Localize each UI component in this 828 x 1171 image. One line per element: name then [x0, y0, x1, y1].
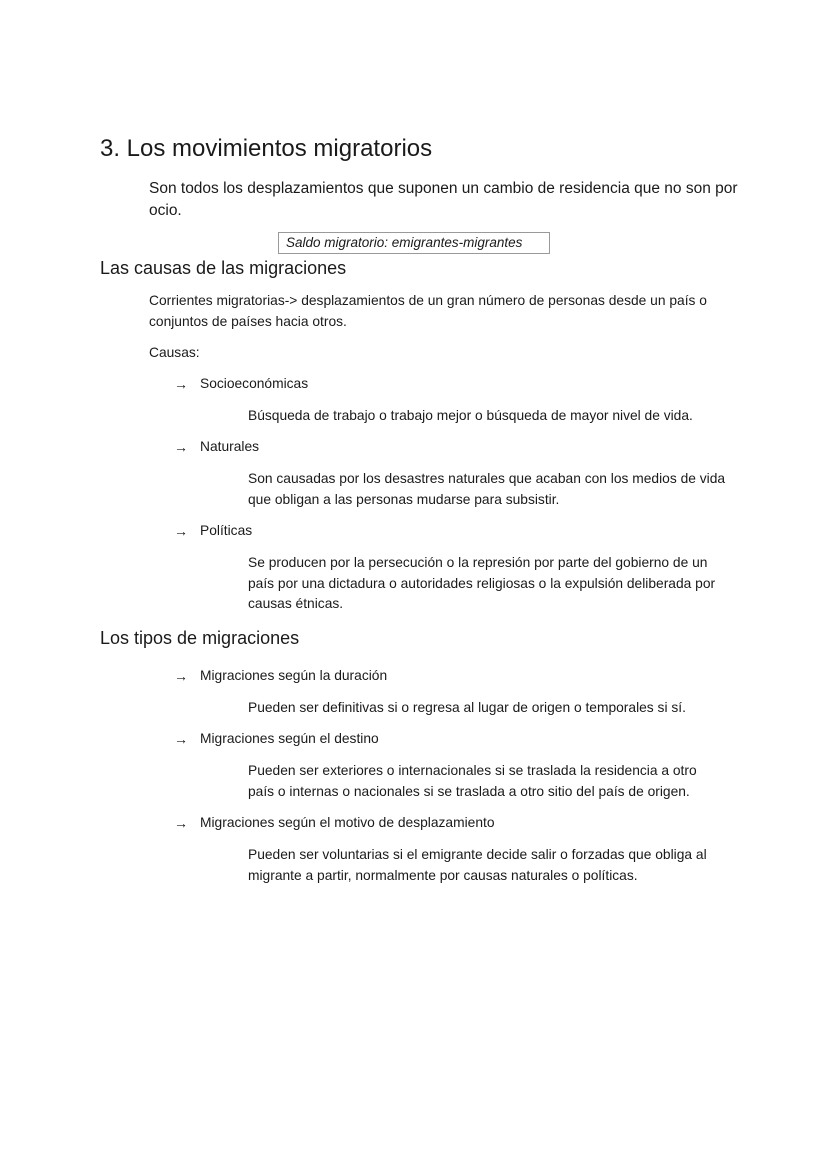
arrow-icon: → [174, 731, 188, 747]
list-item-label: Naturales [200, 439, 260, 454]
arrow-icon: → [174, 815, 188, 831]
arrow-icon: → [174, 523, 188, 539]
list-item-label: Migraciones según el destino [200, 731, 379, 746]
corrientes-paragraph: Corrientes migratorias-> desplazamientos de un gran número de personas desde un país o conjuntos de países hacia otros. [149, 293, 707, 329]
list-item-politicas [174, 521, 252, 541]
list-item-motivo [174, 813, 495, 833]
list-item-description: Pueden ser definitivas si o regresa al lugar de origen o temporales si sí. [248, 700, 686, 715]
list-item-description: Son causadas por los desastres naturales que acaban con los medios de vida que obligan a las personas mudarse para subsistir. [248, 471, 726, 507]
causas-label: Causas: [149, 345, 200, 360]
tipos-heading: Los tipos de migraciones [100, 628, 300, 648]
list-item-label: Migraciones según el motivo de desplazamiento [200, 815, 495, 830]
arrow-icon: → [174, 439, 188, 455]
list-item-description: Se producen por la persecución o la represión por parte del gobierno de un país por una dictadura o autoridades religiosas o la expulsión deliberada por causas étnicas. [248, 555, 716, 611]
causas-heading: Las causas de las migraciones [100, 258, 347, 278]
list-item-socioeconomicas [174, 374, 308, 394]
saldo-migratorio-box: Saldo migratorio: emigrantes-migrantes [278, 232, 550, 254]
page-title: 3. Los movimientos migratorios [100, 135, 433, 162]
list-item-label: Migraciones según la duración [200, 668, 388, 683]
list-item-naturales [174, 437, 259, 457]
list-item-description: Búsqueda de trabajo o trabajo mejor o búsqueda de mayor nivel de vida. [248, 408, 693, 423]
list-item-description: Pueden ser exteriores o internacionales si se traslada la residencia a otro país o internas o nacionales si se traslada a otro sitio del país de origen. [248, 763, 697, 799]
list-item-label: Socioeconómicas [200, 376, 309, 391]
intro-paragraph: Son todos los desplazamientos que suponen un cambio de residencia que no son por ocio. [149, 180, 738, 219]
list-item-label: Políticas [200, 523, 253, 538]
list-item-destino [174, 729, 379, 749]
arrow-icon: → [174, 668, 188, 684]
list-item-duracion [174, 666, 387, 686]
arrow-icon: → [174, 376, 188, 392]
list-item-description: Pueden ser voluntarias si el emigrante decide salir o forzadas que obliga al migrante a partir, normalmente por causas naturales o políticas. [248, 847, 707, 883]
